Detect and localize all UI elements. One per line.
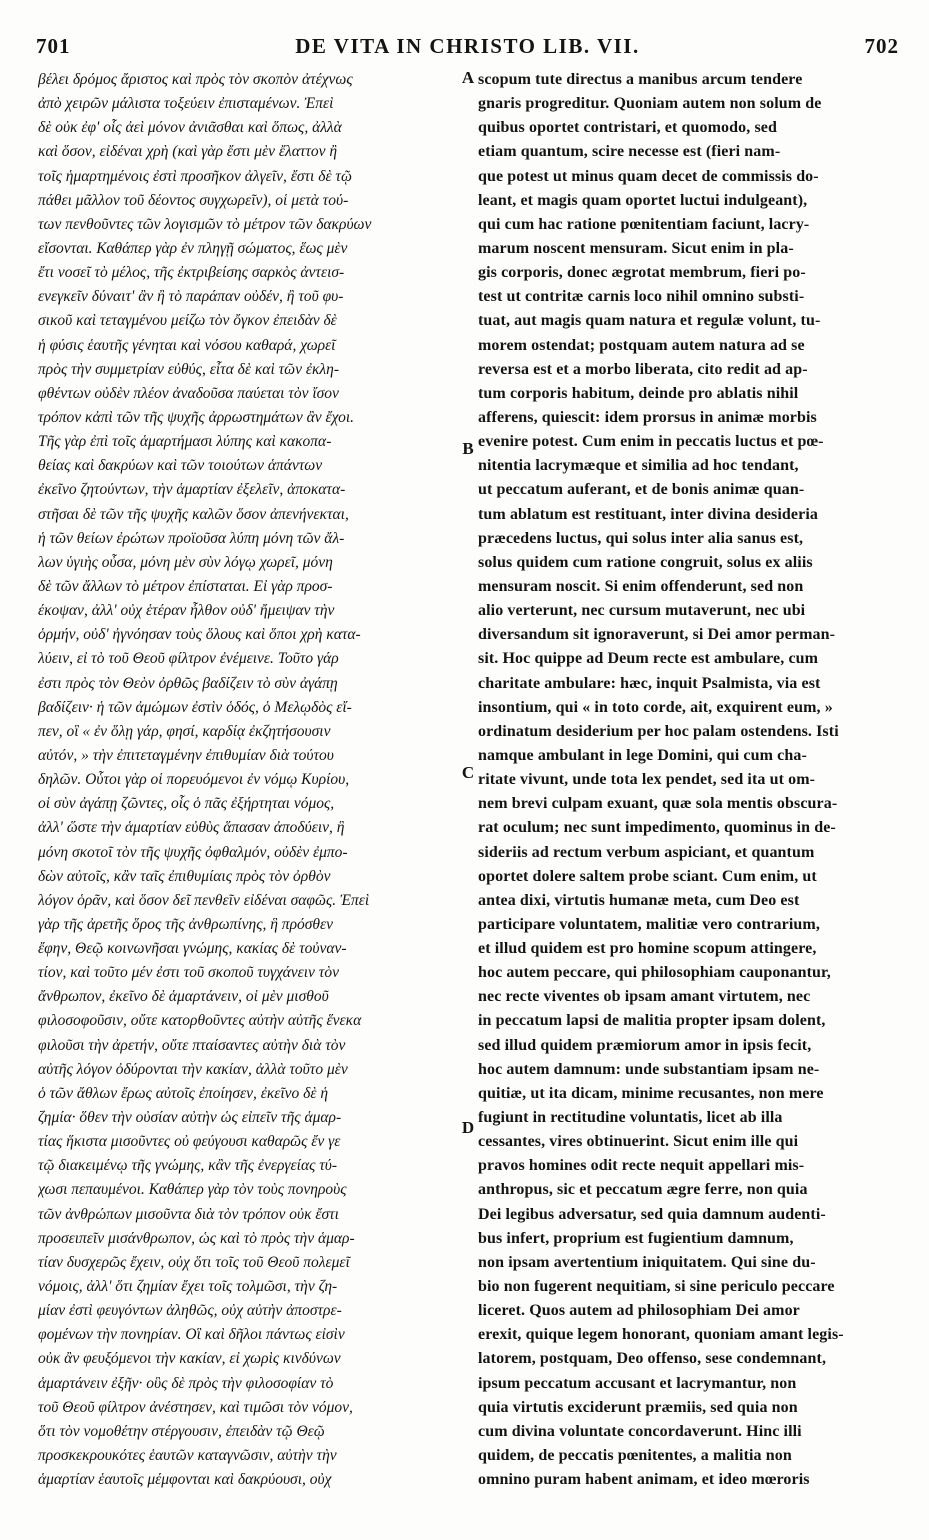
greek-text-line: καὶ ὅσον, εἰδέναι χρὴ (καὶ γὰρ ἔστι μὲν ἔλαττον ἢ <box>38 143 338 161</box>
latin-text-line: cum divina voluntate concordaverunt. Hinc illi <box>478 1422 802 1440</box>
latin-text-line: quidem, de peccatis pœnitentes, a malitia non <box>478 1447 792 1465</box>
greek-text-line: εἴσονται. Καθάπερ γὰρ ἐν πληγῇ σώματος, ἕως μὲν <box>38 239 348 257</box>
greek-text-line: οἱ σὺν ἀγάπῃ ζῶντες, οἷς ὁ πᾶς ἐξήρτηται νόμος, <box>38 795 335 813</box>
latin-text-line: scopum tute directus a manibus arcum tendere <box>478 71 803 88</box>
latin-text-line: bus infert, proprium est fugientium damnum, <box>478 1229 794 1247</box>
greek-text-line: ἔφην, Θεῷ κοινωνῆσαι γνώμης, κακίας δὲ τοὐναν- <box>38 940 347 958</box>
greek-text-line: ὅτι τὸν νομοθέτην στέργουσιν, ἐπειδὰν τῷ Θεῷ <box>38 1422 325 1440</box>
greek-text-line: ὁρμήν, οὐδ' ἠγνόησαν τοὺς ὅλους καὶ ὅποι χρὴ κατα- <box>38 626 361 644</box>
greek-text-column <box>38 68 458 1492</box>
latin-text-line: qui cum hac ratione pœnitentiam faciunt, lacry- <box>478 215 810 233</box>
latin-text-line: diversandum sit ignoraverunt, si Dei amor perman- <box>478 626 836 644</box>
latin-text-line: insontium, qui « in toto corde, ait, exquirent eum, » <box>478 698 833 716</box>
greek-text-line: στῆσαι δὲ τῶν τῆς ψυχῆς καλῶν ὅσον ἀπενήνεκται, <box>38 505 349 523</box>
greek-text-line: δὲ τῶν ἄλλων τὸ μέτρον ἐπίσταται. Εἰ γὰρ προσ- <box>38 577 333 595</box>
running-header <box>36 34 899 64</box>
latin-text-line: hoc autem damnum: unde substantiam ipsam ne- <box>478 1060 820 1078</box>
greek-text-line: ἄνθρωπον, ἐκεῖνο δὲ ἁμαρτάνειν, οἱ μὲν μισθοῦ <box>38 988 329 1006</box>
greek-text-line: φθέντων οὐδὲν πλέον ἀναδοῦσα παύεται τὸν ἴσον <box>38 384 339 402</box>
section-marker-d: D <box>461 1118 475 1137</box>
latin-text-line: ipsum peccatum accusant et lacrymantur, non <box>478 1374 797 1392</box>
latin-text-line: anthropus, sic et peccatum ægre ferre, non quia <box>478 1181 808 1199</box>
greek-text-line: έκοψαν, ἀλλ' οὐχ ἑτέραν ἦλθον οὐδ' ἤμειψαν τὴν <box>38 602 335 620</box>
latin-text-line: quia virtutis exciderunt præmiis, sed quia non <box>478 1398 798 1416</box>
greek-text-line: προσκεκρουκότες ἑαυτῶν καταγνῶσιν, αὐτὴν τὴν <box>38 1447 337 1465</box>
section-marker-b: B <box>462 439 474 458</box>
greek-text-line: λόγον ὁρᾶν, καὶ ὅσον δεῖ πενθεῖν εἰδέναι σαφῶς. Ἐπεὶ <box>38 891 370 909</box>
greek-text-line: μόνη σκοτοῖ τὸν τῆς ψυχῆς ὀφθαλμόν, οὐδὲν ἐμπο- <box>38 843 348 861</box>
latin-text-line: test ut contritæ carnis loco nihil omnino substi- <box>478 288 805 306</box>
greek-text-line: ἁμαρτίαν ἑαυτοῖς μέμφονται καὶ δακρύουσι, οὐχ <box>38 1471 332 1489</box>
greek-text-line: δὲ οὐκ ἐφ' οἷς ἀεὶ μόνον ἀνιᾶσθαι καὶ ὅπως, ἀλλὰ <box>38 119 342 137</box>
latin-text-line: non ipsam avertentium iniquitatem. Qui sine du- <box>478 1253 816 1271</box>
latin-text-line: nec recte viventes ob ipsam amant virtutem, nec <box>478 988 811 1006</box>
greek-text-line: των πενθοῦντες τῶν λογισμῶν τὸ μέτρον τῶν δακρύων <box>38 215 372 233</box>
latin-text-line: nem brevi culpam exuant, quæ sola mentis obscura- <box>478 795 838 813</box>
latin-text-line: sed illud quidem præmiorum amor in ipsis fecit, <box>478 1036 812 1054</box>
latin-text-line: sideriis ad rectum verbum aspiciant, et quantum <box>478 843 815 861</box>
latin-text-line: evenire potest. Cum enim in peccatis luctus et pœ- <box>478 433 824 451</box>
greek-text-line: ἡ τῶν θείων ἐρώτων προϊοῦσα λύπη μόνη τῶν ἄλ- <box>38 529 345 547</box>
greek-text-line: τρόπον κἀπὶ τῶν τῆς ψυχῆς ἀρρωστημάτων ἂν ἔχοι. <box>38 408 355 426</box>
latin-text-line: bio non fugerent nequitiam, si sine periculo peccare <box>478 1278 835 1296</box>
greek-text-line: ὁ τῶν ἄθλων ἔρως αὐτοῖς ἐποίησεν, ἐκεῖνο δὲ ἡ <box>38 1084 329 1102</box>
running-title: DE VITA IN CHRISTO LIB. VII. <box>295 34 640 58</box>
latin-text-line: marum noscent mensuram. Sicut enim in pla- <box>478 239 794 257</box>
greek-text-line: πεν, οἳ « ἐν ὅλῃ γάρ, φησί, καρδίᾳ ἐκζητήσουσιν <box>38 722 331 740</box>
greek-text-line: φιλοσοφοῦσιν, οὔτε κατορθοῦντες αὐτὴν αὐτῆς ἕνεκα <box>38 1012 362 1030</box>
latin-text-line: tuat, aut magis quam natura et regulæ volunt, tu- <box>478 312 821 330</box>
greek-text-line: δηλῶν. Οὗτοι γὰρ οἱ πορευόμενοι ἐν νόμῳ Κυρίου, <box>38 771 350 789</box>
latin-text-line: hoc autem peccare, qui philosophiam cauponantur, <box>478 964 831 982</box>
greek-text-line: βέλει δρόμος ἄριστος καὶ πρὸς τὸν σκοπὸν ἀτέχνως <box>38 71 353 88</box>
greek-text-line: θείας καὶ δακρύων καὶ τῶν τοιούτων ἁπάντων <box>38 457 323 475</box>
greek-text-line: γὰρ τῆς ἀρετῆς ὅρος τῆς ἀνθρωπίνης, ἣ πρόσθεν <box>38 915 334 933</box>
greek-text-line: ζημία· ὅθεν τὴν οὐσίαν αὐτὴν ὡς εἰπεῖν τῆς ἁμαρ- <box>38 1109 342 1127</box>
greek-text-line: τοῖς ἡμαρτημένοις ἐστὶ προσῆκον ἀλγεῖν, ἔστι δὲ τῷ <box>38 167 352 185</box>
page-number-left: 701 <box>36 34 71 58</box>
latin-text-line: namque ambulant in lege Domini, qui cum cha- <box>478 746 807 764</box>
greek-text-line: τίας ἥκιστα μισοῦντες οὐ φεύγουσι καθαρῶς ἔν γε <box>38 1133 341 1151</box>
greek-text-line: μίαν ἐστὶ φευγόντων ἀληθῶς, οὐχ αὐτὴν ἀποστρε- <box>38 1302 342 1320</box>
latin-text-line: oportet dolere saltem probe sciant. Cum enim, ut <box>478 867 817 885</box>
latin-text-line: rat oculum; nec sunt impedimento, quominus in de- <box>478 819 836 837</box>
greek-text-line: ἀλλ' ὥστε τὴν ἁμαρτίαν εὐθὺς ἅπασαν ἀποδύειν, ἣ <box>38 819 345 837</box>
greek-text-line: οὐκ ἂν φευξόμενοι τὴν κακίαν, εἰ χωρὶς κινδύνων <box>38 1350 341 1368</box>
latin-text-line: alio verterunt, nec cursum mutaverunt, nec ubi <box>478 602 806 620</box>
greek-text-line: τῶν ἀνθρώπων μισοῦντα διὰ τὸν τρόπον οὐκ ἔστι <box>38 1205 339 1223</box>
latin-text-column <box>478 68 896 1492</box>
greek-text-line: ἡ φύσις ἑαυτῆς γένηται καὶ νόσου καθαρά, χωρεῖ <box>38 336 336 354</box>
greek-text-line: λύειν, εἰ τὸ τοῦ Θεοῦ φίλτρον ἐνέμεινε. Τοῦτο γάρ <box>38 650 339 668</box>
latin-text-line: mensuram noscit. Si enim offenderunt, sed non <box>478 577 804 595</box>
greek-text-line: βαδίζειν· ἡ τῶν ἀμώμων ἐστὶν ὁδός, ὁ Μελῳδὸς εἴ- <box>38 698 352 716</box>
latin-text-line: ritate vivunt, unde tota lex pendet, sed ita ut om- <box>478 771 816 789</box>
greek-text-line: τῷ διακειμένῳ τῆς γνώμης, κἂν τῆς ἐνεργείας τύ- <box>38 1157 338 1175</box>
latin-text-line: ut peccatum auferant, et de bonis animæ quan- <box>478 481 805 499</box>
page-number-right: 702 <box>864 34 899 58</box>
section-marker-c: C <box>461 763 475 782</box>
greek-text-line: φομένων τὴν πονηρίαν. Οἳ καὶ δῆλοι πάντως εἰσὶν <box>38 1326 345 1344</box>
greek-text-line: ενεγκεῖν δύναιτ' ἂν ἢ τὸ παράπαν οὐδέν, ἢ τοῦ φυ- <box>38 288 344 306</box>
latin-text-line: nitentia lacrymæque et similia ad hoc tendant, <box>478 457 799 475</box>
latin-text-line: leant, et magis quam oportet luctui indulgeant), <box>478 191 808 209</box>
latin-text-line: etiam quantum, scire necesse est (fieri nam- <box>478 143 781 161</box>
latin-text-line: gis corporis, donec ægrotat membrum, fieri po- <box>478 264 806 282</box>
greek-text-line: ἁμαρτάνειν ἐξῆν· οὓς δὲ πρὸς τὴν φιλοσοφίαν τὸ <box>38 1374 334 1392</box>
latin-text-line: tum corporis habitum, deinde pro ablatis nihil <box>478 384 799 402</box>
greek-text-line: προσειπεῖν μισάνθρωπον, ὡς καὶ τὸ πρὸς τὴν ἁμαρ- <box>38 1229 355 1247</box>
latin-text-line: afferens, quiescit: idem prorsus in animæ morbis <box>478 408 817 426</box>
latin-text-line: præcedens luctus, qui solus inter alia sanus est, <box>478 529 804 547</box>
latin-text-line: sit. Hoc quippe ad Deum recte est ambulare, cum <box>478 650 819 668</box>
latin-text-line: in peccatum lapsi de malitia propter ipsam dolent, <box>478 1012 826 1030</box>
greek-text-line: ἔτι νοσεῖ τὸ μέλος, τῆς ἐκτριβείσης σαρκὸς ἀντεισ- <box>38 264 345 282</box>
latin-text-line: latorem, postquam, Deo offenso, sese condemnant, <box>478 1350 827 1368</box>
greek-text-line: νόμοις, ἀλλ' ὅτι ζημίαν ἔχει τοῖς τολμῶσι, τὴν ζη- <box>38 1278 338 1296</box>
latin-text-line: morem ostendat; postquam autem natura ad se <box>478 336 805 354</box>
greek-text-line: αὐτόν, » τὴν ἐπιτεταγμένην ἐπιθυμίαν διὰ τούτου <box>38 746 334 764</box>
latin-text-line: Dei legibus adversatur, sed quia damnum audenti- <box>478 1205 826 1223</box>
greek-text-line: δὼν αὐτοῖς, κἂν ταῖς ἐπιθυμίαις πρὸς τὸν ὀρθὸν <box>38 867 331 885</box>
latin-text-line: tum ablatum est restituant, inter divina desideria <box>478 505 818 523</box>
greek-text-line: τοῦ Θεοῦ φίλτρον ἀνέστησεν, καὶ τιμῶσι τὸν νόμον, <box>38 1398 353 1416</box>
latin-text-line: pravos homines odit recte nequit appellari mis- <box>478 1157 805 1175</box>
latin-text-line: gnaris progreditur. Quoniam autem non solum de <box>478 95 822 113</box>
greek-text-line: Τῆς γὰρ ἐπὶ τοῖς ἁμαρτήμασι λύπης καὶ κακοπα- <box>38 433 332 451</box>
greek-text-line: ἐστι πρὸς τὸν Θεὸν ὀρθῶς βαδίζειν τὸ σὺν ἀγάπῃ <box>38 674 338 692</box>
greek-text-line: αὐτῆς λόγον ὀδύρονται τὴν κακίαν, ἀλλὰ τοῦτο μὲν <box>38 1060 348 1078</box>
latin-text-line: antea dixi, virtutis humanæ meta, cum Deo est <box>478 891 800 909</box>
latin-text-line: solus quidem cum ratione congruit, solus ex aliis <box>478 553 813 571</box>
greek-text-line: λων ὑγιὴς οὖσα, μόνη μὲν σὺν λόγῳ χωρεῖ, μόνη <box>38 553 333 571</box>
greek-text-line: τίαν δυσχερῶς ἔχειν, οὐχ ὅτι τοῖς τοῦ Θεοῦ πολεμεῖ <box>38 1253 350 1271</box>
greek-text-line: πρὸς τὴν συμμετρίαν εὐθύς, εἶτα δὲ καὶ τῶν ἐκλη- <box>38 360 339 378</box>
greek-text-line: ἀπὸ χειρῶν μάλιστα τοξεύειν ἐπισταμένων. Ἐπεὶ <box>38 95 334 113</box>
latin-text-line: que potest ut minus quam decet de commissis do- <box>478 167 819 185</box>
latin-text-line: erexit, quique legem honorant, quoniam amant legis- <box>478 1326 844 1344</box>
latin-text-line: et illud quidem est pro homine scopum attingere, <box>478 940 817 958</box>
latin-text-line: charitate ambulare: hæc, inquit Psalmista, via est <box>478 674 821 692</box>
latin-text-line: omnino puram habent animam, et ideo mœroris <box>478 1471 810 1489</box>
greek-text-line: τίον, καὶ τοῦτο μέν ἐστι τοῦ σκοποῦ τυγχάνειν τὸν <box>38 964 339 982</box>
latin-text-line: quitiæ, ut ita dicam, minime recusantes, non mere <box>478 1084 824 1102</box>
greek-text-line: πάθει μᾶλλον τοῦ δέοντος συγχωρεῖν), οἱ μετὰ τού- <box>38 191 349 209</box>
greek-text-line: σικοῦ καὶ τεταγμένου μείζω τὸν ὄγκον ἐπειδὰν δὲ <box>38 312 337 330</box>
latin-text-line: ordinatum desiderium per hoc palam ostendens. Isti <box>478 722 839 740</box>
latin-text-line: fugiunt in rectitudine voluntatis, licet ab illa <box>478 1109 783 1127</box>
latin-text-line: liceret. Quos autem ad philosophiam Dei amor <box>478 1302 800 1320</box>
section-marker-a: A <box>461 68 475 87</box>
latin-text-line: reversa est et a morbo liberata, cito redit ad ap- <box>478 360 808 378</box>
latin-text-line: participare voluntatem, malitiæ vero contrarium, <box>478 915 820 933</box>
latin-text-line: cessantes, vires obtinuerint. Sicut enim ille qui <box>478 1133 799 1151</box>
greek-text-line: ἐκεῖνο ζητούντων, τὴν ἁμαρτίαν ἐξελεῖν, ἀποκατα- <box>38 481 346 499</box>
greek-text-line: χωσι πεπαυμένοι. Καθάπερ γὰρ τὸν τοὺς πονηροὺς <box>38 1181 347 1199</box>
greek-text-line: φιλοῦσι τὴν ἀρετήν, οὔτε πταίσαντες αὐτὴν διὰ τὸν <box>38 1036 346 1054</box>
latin-text-line: quibus oportet contristari, et quomodo, sed <box>478 119 777 137</box>
